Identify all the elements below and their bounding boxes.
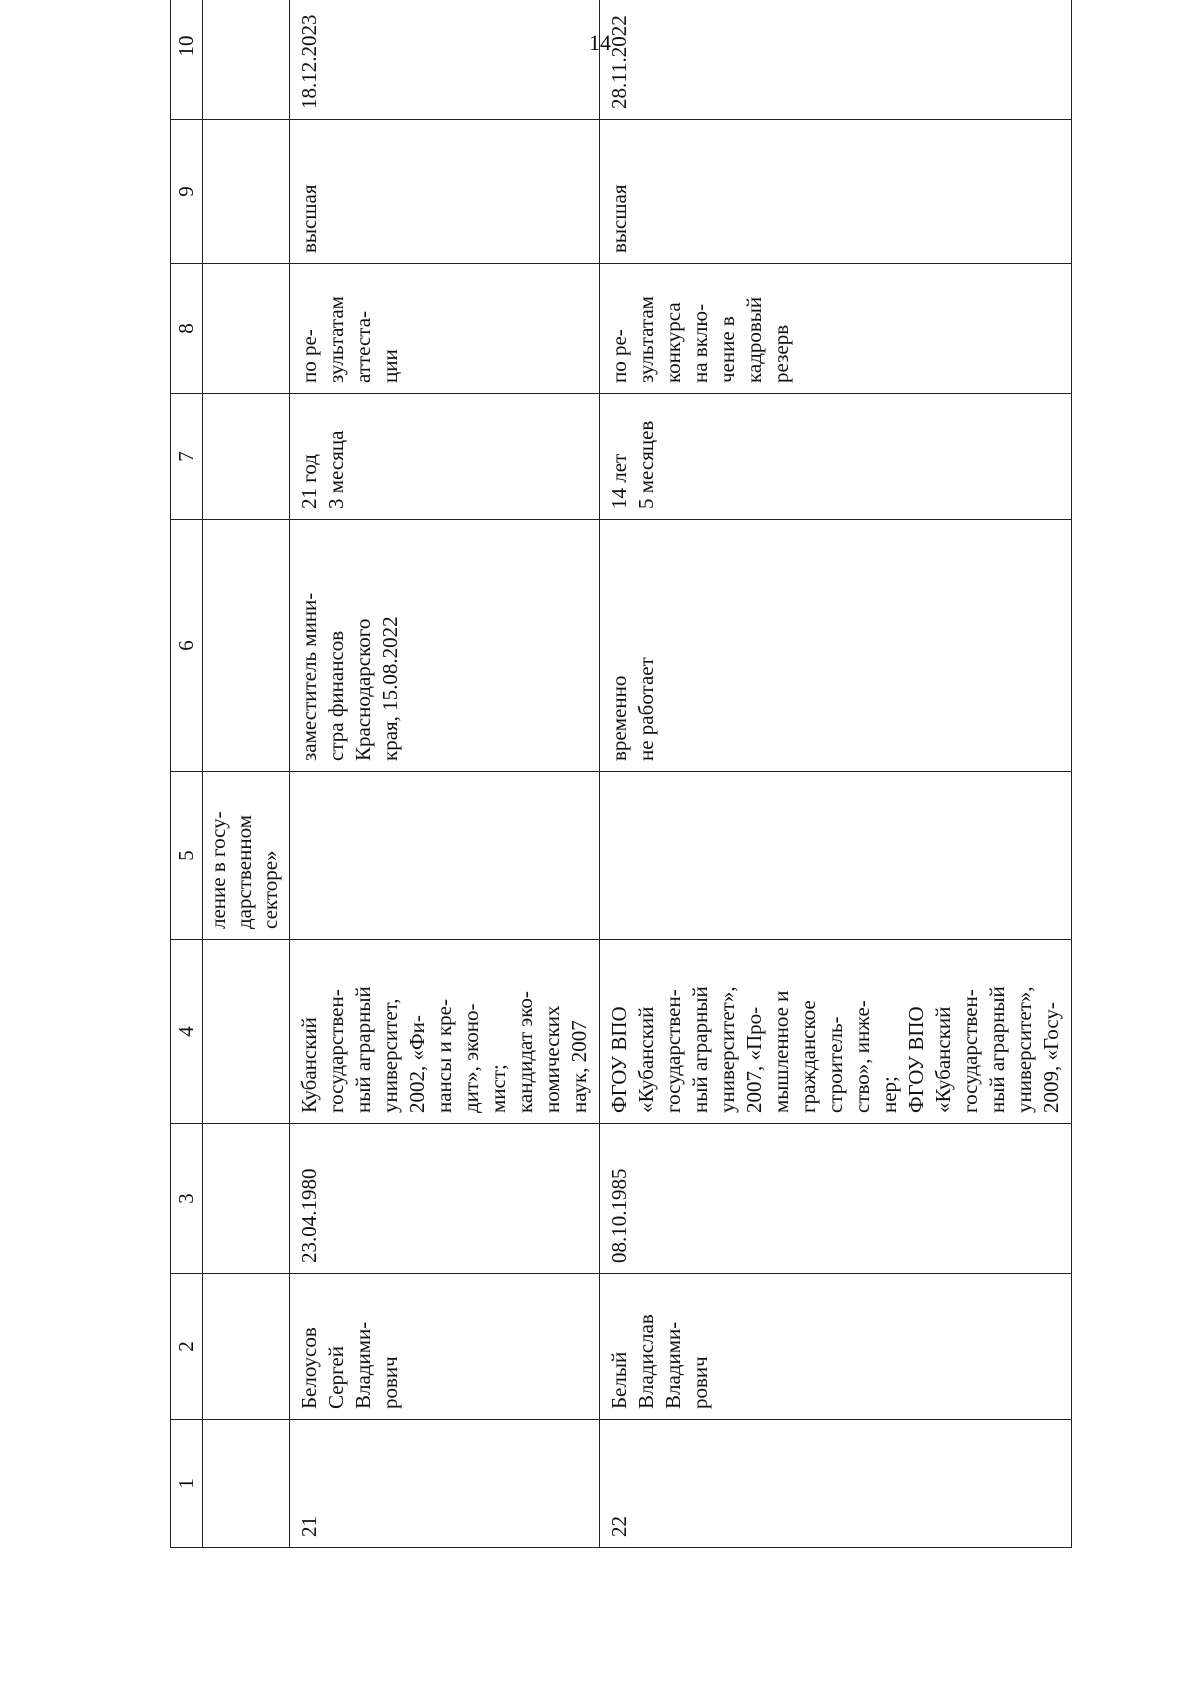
header-cell: 5: [171, 772, 203, 940]
group: высшая: [290, 120, 600, 264]
date: 18.12.2023: [290, 0, 600, 120]
experience: 14 лет 5 месяцев: [600, 394, 1072, 520]
col5-cell: [600, 772, 1072, 940]
education: ФГОУ ВПО «Кубанский государствен- ный аграрный университет», 2007, «Про- мышленное и гражданское строитель- ство», инже- нер; ФГОУ ВПО «Кубанский государствен- ный аграрный университет», 2009, «Госу-: [600, 940, 1072, 1124]
header-cell: 9: [171, 120, 203, 264]
header-cell: 2: [171, 1274, 203, 1420]
birth-date: 23.04.1980: [290, 1124, 600, 1274]
row-number: 22: [600, 1420, 1072, 1548]
continuation-row: [203, 0, 290, 1548]
group: высшая: [600, 120, 1072, 264]
header-cell: 10: [171, 0, 203, 120]
education: Кубанский государствен- ный аграрный университет, 2002, «Фи- нансы и кре- дит», эконо- мист; кандидат эко- номических наук, 2007: [290, 940, 600, 1124]
page-number: 14: [589, 30, 611, 55]
basis: по ре- зультатам аттеста- ции: [290, 264, 600, 394]
personnel-table: [170, 0, 1072, 1548]
basis: по ре- зультатам конкурса на вклю- чение в кадровый резерв: [600, 264, 1072, 394]
table-row: [290, 0, 600, 1548]
rotated-table-container: [170, 14, 1068, 1548]
full-name: Белоусов Сергей Владими- рович: [290, 1274, 600, 1420]
header-cell: 3: [171, 1124, 203, 1274]
header-row: [171, 0, 203, 1548]
table-row: [600, 0, 1072, 1548]
position: временно не работает: [600, 520, 1072, 772]
birth-date: 08.10.1985: [600, 1124, 1072, 1274]
header-cell: 8: [171, 264, 203, 394]
position: заместитель мини- стра финансов Краснодарского края, 15.08.2022: [290, 520, 600, 772]
full-name: Белый Владислав Владими- рович: [600, 1274, 1072, 1420]
col5-cell: [290, 772, 600, 940]
header-cell: 1: [171, 1420, 203, 1548]
continuation-cell: ление в госу- дарственном секторе»: [203, 772, 290, 940]
date: 28.11.2022: [600, 0, 1072, 120]
header-cell: 6: [171, 520, 203, 772]
header-cell: 7: [171, 394, 203, 520]
experience: 21 год 3 месяца: [290, 394, 600, 520]
header-cell: 4: [171, 940, 203, 1124]
row-number: 21: [290, 1420, 600, 1548]
